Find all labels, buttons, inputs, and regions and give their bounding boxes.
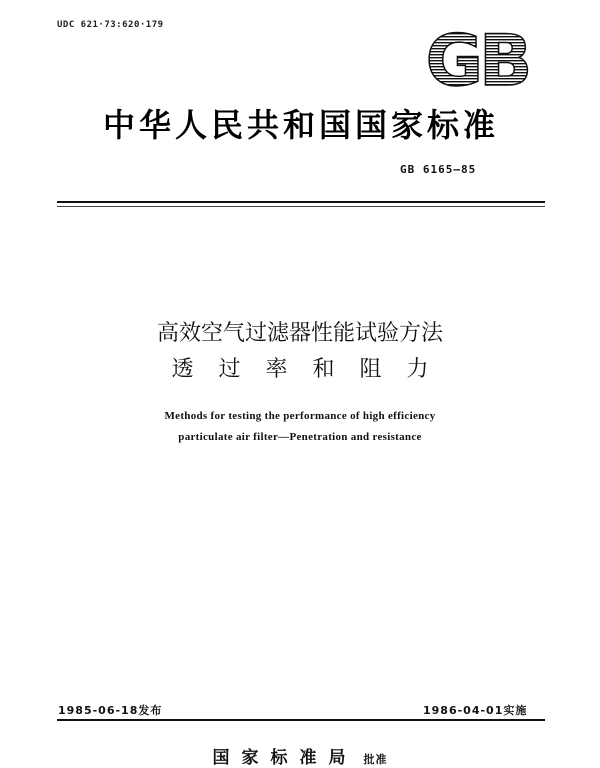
title-chinese: 高效空气过滤器性能试验方法 <box>156 321 443 346</box>
standard-number: GB 6165—85 <box>400 163 477 176</box>
gb-logo-text: GB <box>425 27 529 92</box>
approved-label: 批准 <box>363 753 388 766</box>
title-english <box>60 406 540 448</box>
subtitle-chinese: 透 过 率 和 阻 力 <box>171 357 429 382</box>
header-rule <box>57 201 545 203</box>
udc-code: UDC 621·73:620·179 <box>57 20 164 30</box>
agency-name: 国家标准局 <box>212 748 358 768</box>
title-english-line1: Methods for testing the performance of high efficiency <box>164 410 436 422</box>
gb-logo <box>412 27 542 92</box>
approval-line <box>50 743 550 768</box>
header-rule-thin <box>57 206 545 207</box>
footer-rule <box>57 719 545 721</box>
implementation-date: 1986-04-01实施 <box>423 704 528 717</box>
title-english-line2: particulate air filter—Penetration and resistance <box>178 431 422 443</box>
country-standard-title: 中华人民共和国国家标准 <box>102 106 499 144</box>
issue-date: 1985-06-18发布 <box>58 704 163 717</box>
